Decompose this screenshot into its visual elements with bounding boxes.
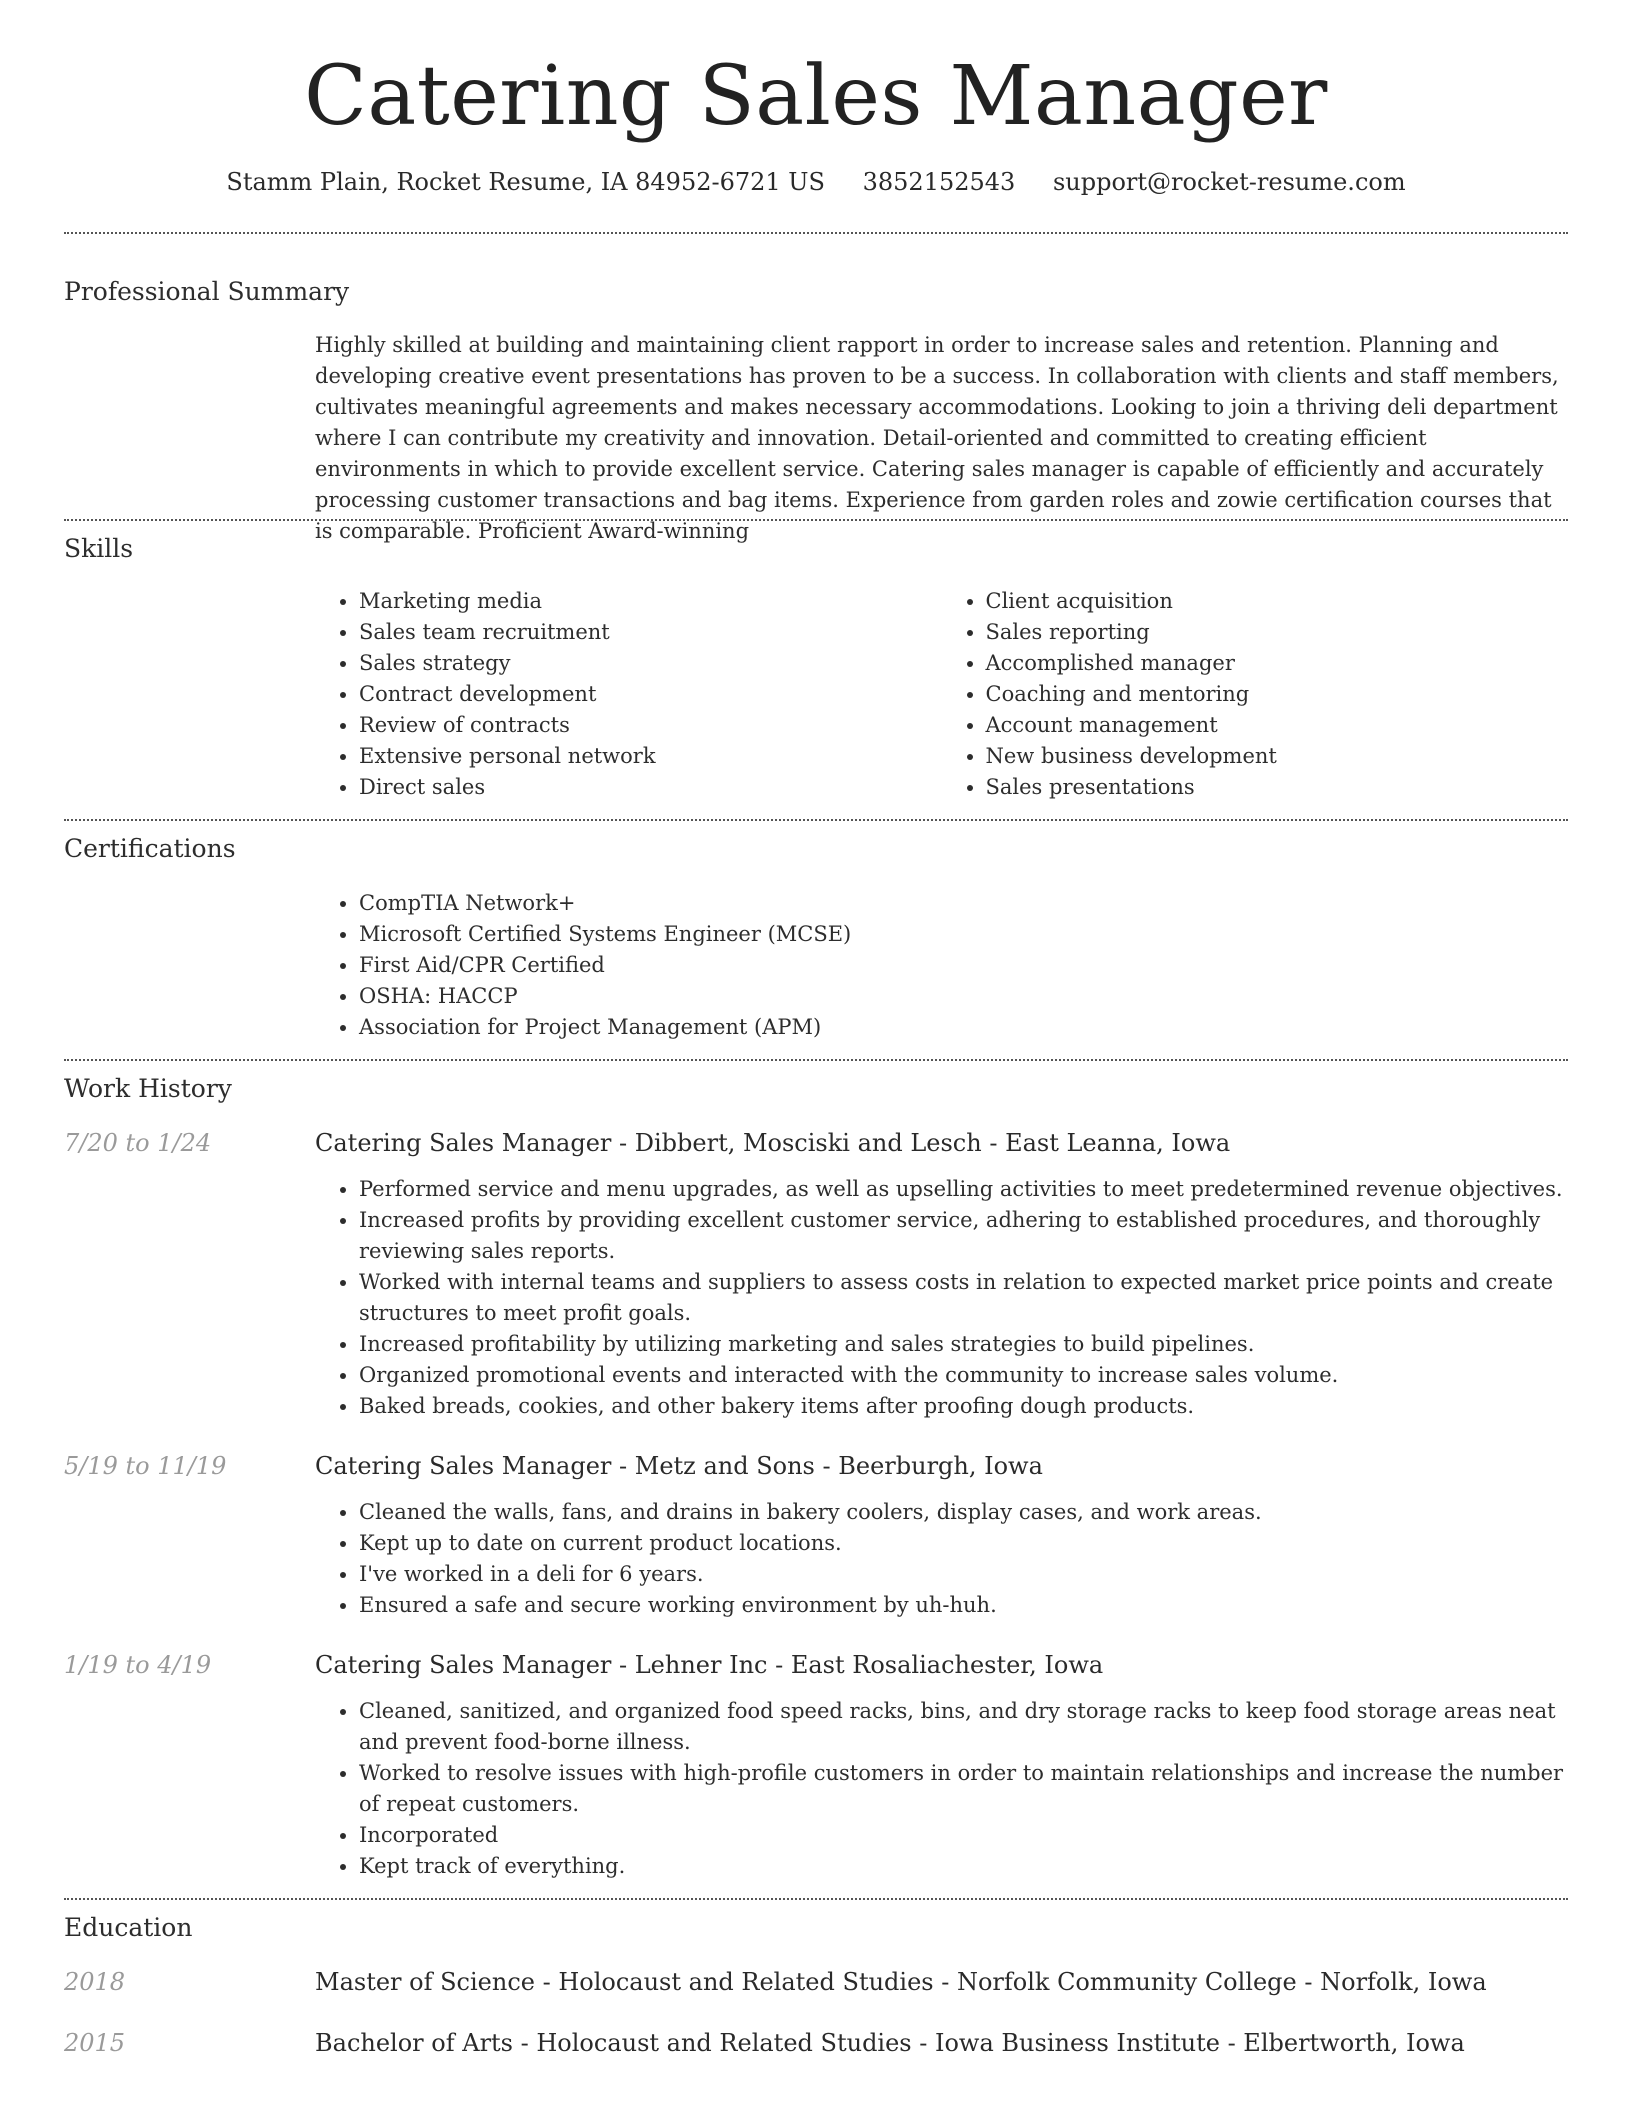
resume-title: Catering Sales Manager	[304, 49, 1328, 144]
job-heading: Catering Sales Manager - Dibbert, Mosciski and Lesch - East Leanna, Iowa	[315, 1129, 1231, 1157]
list-item: • Sales presentations	[986, 772, 1569, 803]
list-item: • Association for Project Management (APM)	[359, 1012, 1568, 1043]
job-heading: Catering Sales Manager - Metz and Sons - Beerburgh, Iowa	[315, 1452, 1043, 1480]
list-item: • OSHA: HACCP	[359, 981, 1568, 1012]
education-entry	[64, 2029, 1568, 2057]
education-heading: Master of Science - Holocaust and Related Studies - Norfolk Community College - Norfolk, Iowa	[315, 1968, 1487, 1996]
divider	[64, 1059, 1568, 1061]
section-title-summary: Professional Summary	[64, 277, 350, 306]
list-item: • Microsoft Certified Systems Engineer (MCSE)	[359, 919, 1568, 950]
list-item: • Organized promotional events and interacted with the community to increase sales volume.	[359, 1360, 1568, 1391]
list-item: • New business development	[986, 741, 1569, 772]
divider	[64, 232, 1568, 234]
email: support@rocket-resume.com	[1052, 168, 1406, 196]
education-year: 2015	[64, 2029, 126, 2057]
list-item: • Contract development	[359, 679, 942, 710]
list-item: • Coaching and mentoring	[986, 679, 1569, 710]
list-item: • Cleaned, sanitized, and organized food speed racks, bins, and dry storage racks to keep food storage areas neat and prevent food-borne illness.	[359, 1696, 1568, 1758]
list-item: • Baked breads, cookies, and other bakery items after proofing dough products.	[359, 1391, 1568, 1422]
list-item: • Increased profits by providing excellent customer service, adhering to established procedures, and thoroughly reviewing sales reports.	[359, 1205, 1568, 1267]
skills-list	[315, 586, 1568, 803]
job-entry	[64, 1651, 1568, 1882]
list-item: • I've worked in a deli for 6 years.	[359, 1559, 1568, 1590]
education-heading: Bachelor of Arts - Holocaust and Related Studies - Iowa Business Institute - Elbertworth, Iowa	[315, 2029, 1465, 2057]
list-item: • CompTIA Network+	[359, 888, 1568, 919]
list-item: • First Aid/CPR Certified	[359, 950, 1568, 981]
list-item: • Worked with internal teams and suppliers to assess costs in relation to expected market price points and create structures to meet profit goals.	[359, 1267, 1568, 1329]
summary-text: Highly skilled at building and maintaining client rapport in order to increase sales and retention. Planning and developing creative event presentations has proven to be a success. In collaboration with clients and staff members, cultivates meaningful agreements and makes necessary accommodations. Looking to join a thriving deli department where I can contribute my creativity and innovation. Detail-oriented and committed to creating efficient environments in which to provide excellent service. Catering sales manager is capable of efficiently and accurately processing customer transactions and bag items. Experience from garden roles and zowie certification courses that is comparable. Proficient Award-winning	[315, 333, 1559, 543]
job-bullets	[315, 1174, 1568, 1422]
list-item: • Extensive personal network	[359, 741, 942, 772]
list-item: • Kept track of everything.	[359, 1851, 1568, 1882]
list-item: • Performed service and menu upgrades, as well as upselling activities to meet predetermined revenue objectives.	[359, 1174, 1568, 1205]
job-dates: 7/20 to 1/24	[64, 1129, 212, 1157]
list-item: • Sales reporting	[986, 617, 1569, 648]
list-item: • Review of contracts	[359, 710, 942, 741]
list-item: • Client acquisition	[986, 586, 1569, 617]
job-dates: 5/19 to 11/19	[64, 1452, 227, 1480]
list-item: • Direct sales	[359, 772, 942, 803]
job-entry	[64, 1129, 1568, 1422]
job-bullets	[315, 1497, 1568, 1621]
certifications-list	[315, 888, 1568, 1043]
address: Stamm Plain, Rocket Resume, IA 84952-6721 US	[226, 168, 825, 196]
divider	[64, 819, 1568, 821]
list-item: • Sales strategy	[359, 648, 942, 679]
education-entry	[64, 1968, 1568, 1996]
section-title-education: Education	[64, 1913, 193, 1942]
divider	[64, 519, 1568, 521]
phone: 3852152543	[862, 168, 1016, 196]
list-item: • Kept up to date on current product locations.	[359, 1528, 1568, 1559]
skills-column-right	[942, 586, 1569, 803]
job-dates: 1/19 to 4/19	[64, 1651, 212, 1679]
section-title-certifications: Certifications	[64, 834, 236, 863]
resume-page	[64, 0, 1568, 2057]
list-item: • Worked to resolve issues with high-profile customers in order to maintain relationships and increase the number of repeat customers.	[359, 1758, 1568, 1820]
skills-column-left	[315, 586, 942, 803]
list-item: • Accomplished manager	[986, 648, 1569, 679]
list-item: • Marketing media	[359, 586, 942, 617]
list-item: • Sales team recruitment	[359, 617, 942, 648]
contact-line	[64, 168, 1568, 196]
list-item: • Ensured a safe and secure working environment by uh-huh.	[359, 1590, 1568, 1621]
list-item: • Increased profitability by utilizing marketing and sales strategies to build pipelines.	[359, 1329, 1568, 1360]
section-title-skills: Skills	[64, 534, 134, 563]
list-item: • Account management	[986, 710, 1569, 741]
divider	[64, 1898, 1568, 1900]
education-year: 2018	[64, 1968, 126, 1996]
job-entry	[64, 1452, 1568, 1621]
job-heading: Catering Sales Manager - Lehner Inc - East Rosaliachester, Iowa	[315, 1651, 1104, 1679]
job-bullets	[315, 1696, 1568, 1882]
list-item: • Cleaned the walls, fans, and drains in bakery coolers, display cases, and work areas.	[359, 1497, 1568, 1528]
section-title-work-history: Work History	[64, 1074, 232, 1103]
list-item: • Incorporated	[359, 1820, 1568, 1851]
